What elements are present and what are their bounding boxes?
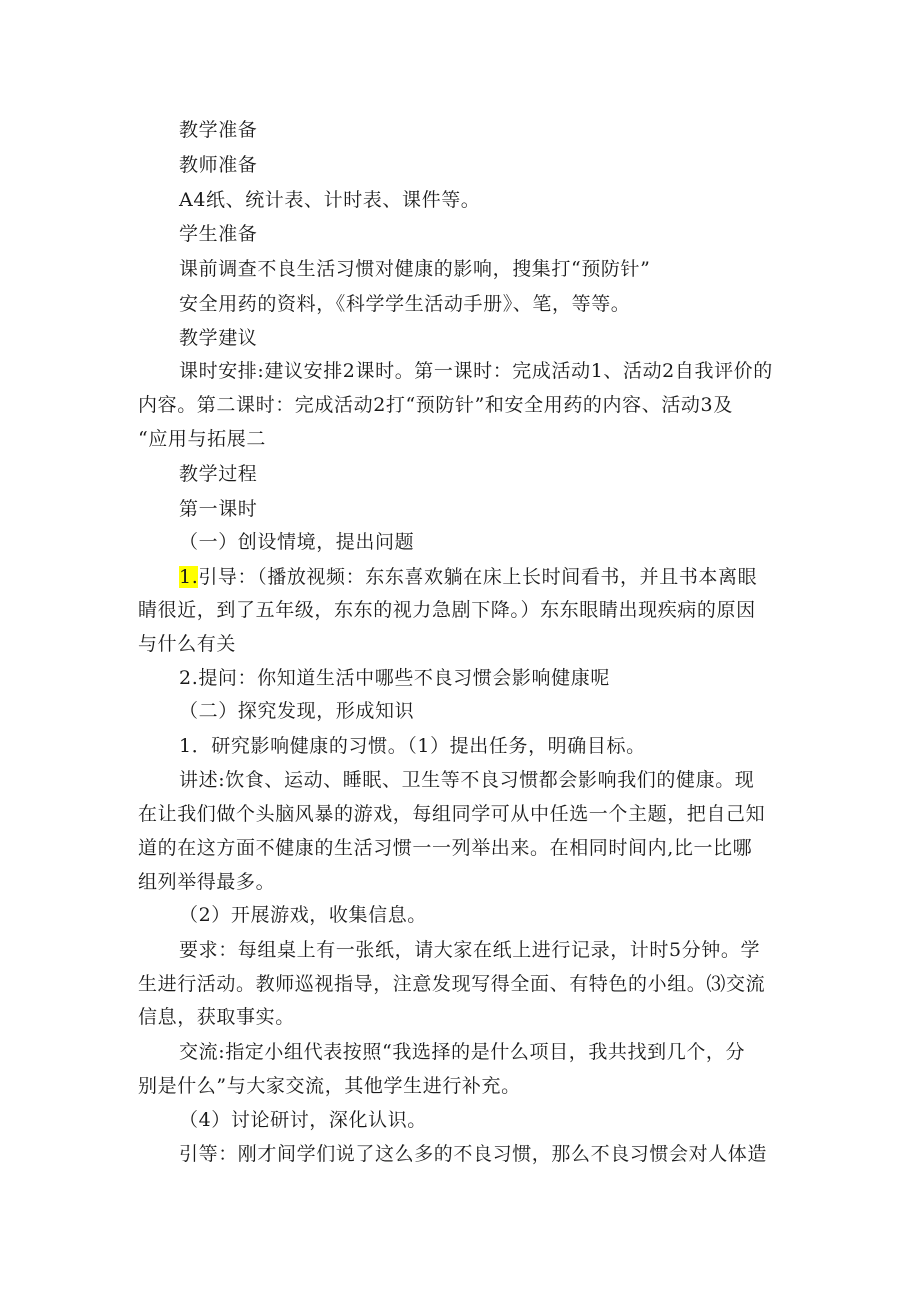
paragraph-line: 别是什么”与大家交流，其他学生进行补充。 [138,1075,521,1097]
heading-teaching-preparation: 教学准备 [179,119,258,141]
paragraph-line: 交流:指定小组代表按照“我选择的是什么项目，我共找到几个，分 [179,1041,746,1063]
paragraph-line: 2.提问：你知道生活中哪些不良习惯会影响健康呢 [179,667,610,689]
paragraph-text: 引导：（播放视频：东东喜欢躺在床上长时间看书，并且书本离眼 [198,566,758,588]
paragraph-line: 安全用药的资料，《科学学生活动手册》、笔，等等。 [179,293,631,315]
paragraph-line: 内容。第二课时：完成活动2打“预防针”和安全用药的内容、活动3及 [138,394,733,416]
paragraph-line: 与什么有关 [138,633,237,655]
heading-first-lesson: 第一课时 [179,498,258,520]
paragraph-line: 引等：刚才间学们说了这么多的不良习惯，那么不良习惯会对人体造 [179,1143,768,1165]
paragraph-line: 组列举得最多。 [138,871,276,893]
paragraph-line: A4纸、统计表、计时表、课件等。 [179,189,481,211]
paragraph-line: 信息，获取事实。 [138,1006,295,1028]
section-heading: （一）创设情境，提出问题 [179,531,415,553]
paragraph-line [179,565,829,589]
paragraph-line: 睛很近，到了五年级，东东的视力急剧下降。）东东眼睛出现疾病的原因 [138,599,756,621]
paragraph-line: 生进行活动。教师巡视指导，注意发现写得全面、有特色的小组。⑶交流 [138,973,766,995]
paragraph-line: （2）开展游戏，收集信息。 [179,904,427,926]
paragraph-line: 要求：每组桌上有一张纸，请大家在纸上进行记录，计时5分钟。学 [179,939,761,961]
section-heading: （二）探究发现，形成知识 [179,700,415,722]
paragraph-line: 在让我们做个头脑风暴的游戏，每组同学可从中任选一个主题，把自己知 [138,803,766,825]
paragraph-line: （4）讨论研讨，深化认识。 [179,1109,427,1131]
highlighted-number: 1. [179,566,199,588]
heading-teaching-suggestions: 教学建议 [179,327,258,349]
paragraph-line: 1．研究影响健康的习惯。（1）提出任务，明确目标。 [179,735,646,757]
paragraph-line: 道的在这方面不健康的生活习惯一一列举出来。在相同时间内,比一比哪 [138,837,753,859]
heading-teaching-process: 教学过程 [179,463,258,485]
paragraph-line: 讲述:饮食、运动、睡眠、卫生等不良习惯都会影响我们的健康。现 [179,769,755,791]
paragraph-line: 课时安排:建议安排2课时。第一课时：完成活动1、活动2自我评价的 [179,360,773,382]
heading-student-preparation: 学生准备 [179,223,258,245]
paragraph-line: “应用与拓展二 [138,428,266,450]
heading-teacher-preparation: 教师准备 [179,154,258,176]
paragraph-line: 课前调查不良生活习惯对健康的影响，搜集打“预防针” [179,258,651,280]
